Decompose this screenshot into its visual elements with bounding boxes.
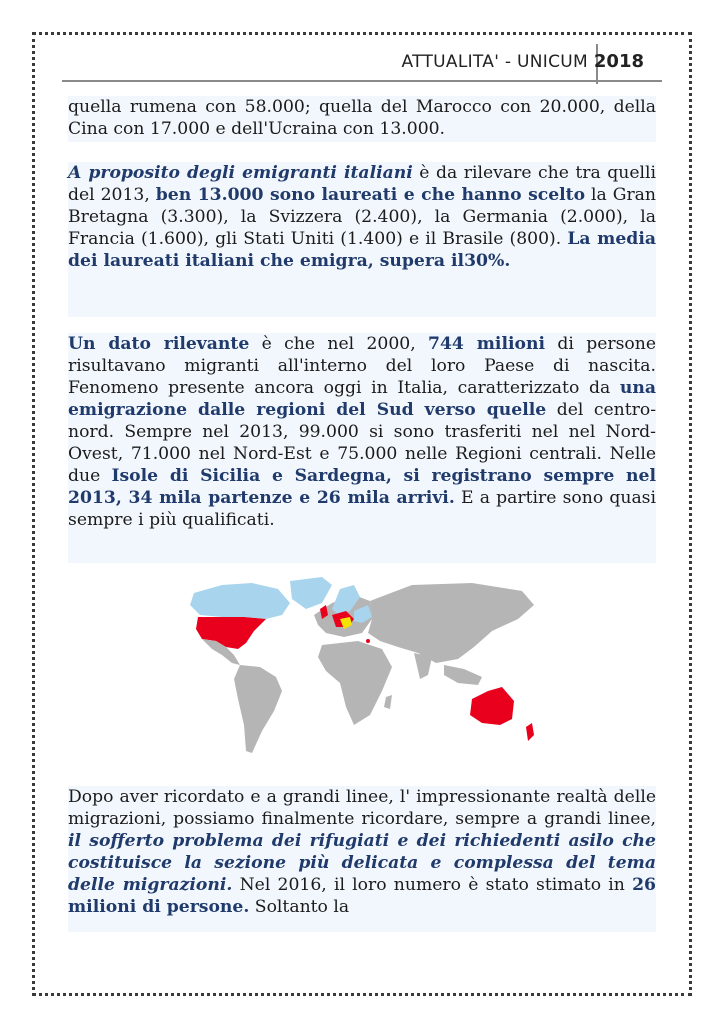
para3-bold-2: 744 milioni: [428, 334, 546, 354]
para4-text-1: Dopo aver ricordato e a grandi linee, l' impressionante realtà delle migrazioni, possiamo finalmente ricordare, sempre a grandi linee,: [68, 787, 656, 829]
page-header: [62, 48, 662, 82]
para2-lead: A proposito degli emigranti italiani: [68, 163, 413, 183]
map-madagascar: [384, 695, 392, 709]
para2-bold-1: ben 13.000 sono laureati e che hanno scelto: [155, 185, 586, 205]
para3-text-4: E a partire sono quasi sempre i più qualificati.: [68, 488, 657, 530]
para4-text-2: Nel 2016, il loro numero è stato stimato in: [232, 875, 633, 895]
paragraph-2: [68, 162, 656, 317]
map-new-zealand: [526, 723, 534, 741]
header-year: 2018: [593, 51, 644, 72]
map-asia: [368, 583, 534, 663]
paragraph-4: [68, 786, 656, 932]
map-africa: [318, 641, 392, 725]
para4-bold-1: 26 milioni di persone.: [68, 875, 656, 917]
para3-text-2: di persone risultavano migranti all'interno del loro Paese di nascita. Fenomeno presente ancora oggi in Italia, caratterizzato da: [68, 334, 656, 398]
para1-text: quella rumena con 58.000; quella del Marocco con 20.000, della Cina con 17.000 e dell'Ucraina con 13.000.: [68, 97, 656, 139]
map-canada: [190, 583, 290, 619]
para4-bold-italic-1: il sofferto problema dei rifugiati e dei richiedenti asilo che costituisce la sezione più delicata e complessa del tema delle migrazioni.: [68, 831, 656, 895]
para3-bold-3: una emigrazione dalle regioni del Sud verso quelle: [68, 378, 656, 420]
paragraph-3: [68, 333, 656, 563]
para2-bold-2: La media dei laureati italiani che emigra, supera il30%.: [68, 229, 656, 271]
para3-bold-4: Isole di Sicilia e Sardegna, si registrano sempre nel 2013, 3: [68, 466, 656, 508]
map-greenland: [290, 577, 332, 609]
header-title: ATTUALITA' - UNICUM: [401, 52, 588, 72]
para3-bold-1: Un dato rilevante: [68, 334, 250, 354]
map-usa: [196, 617, 266, 649]
para2-text-2: la Gran Bretagna (3.300), la Svizzera (2.400), la Germania (2.000), la Francia (1.600), gli Stati Uniti (1.400) e il Brasile (800).: [68, 185, 656, 249]
map-southeast-asia: [444, 665, 482, 685]
para3-text-1: è che nel 2000,: [249, 334, 428, 354]
para3-bold-5: 4 mila partenze e 26 mila arrivi.: [140, 488, 455, 508]
map-australia: [470, 687, 514, 725]
world-map: [182, 575, 542, 775]
para2-text-1: è da rilevare che tra quelli del 2013,: [68, 163, 657, 205]
paragraph-1: [68, 96, 656, 142]
map-israel: [366, 639, 370, 643]
para3-text-3: del centro-nord. Sempre nel 2013, 99.000 si sono trasferiti nel nel Nord-Ovest, 71.000 nel Nord-Est e 75.000 nelle Regioni centrali. Nelle due: [68, 400, 657, 486]
para4-text-3: Soltanto la: [249, 897, 350, 917]
map-south-america: [234, 665, 282, 753]
map-india: [414, 653, 432, 679]
